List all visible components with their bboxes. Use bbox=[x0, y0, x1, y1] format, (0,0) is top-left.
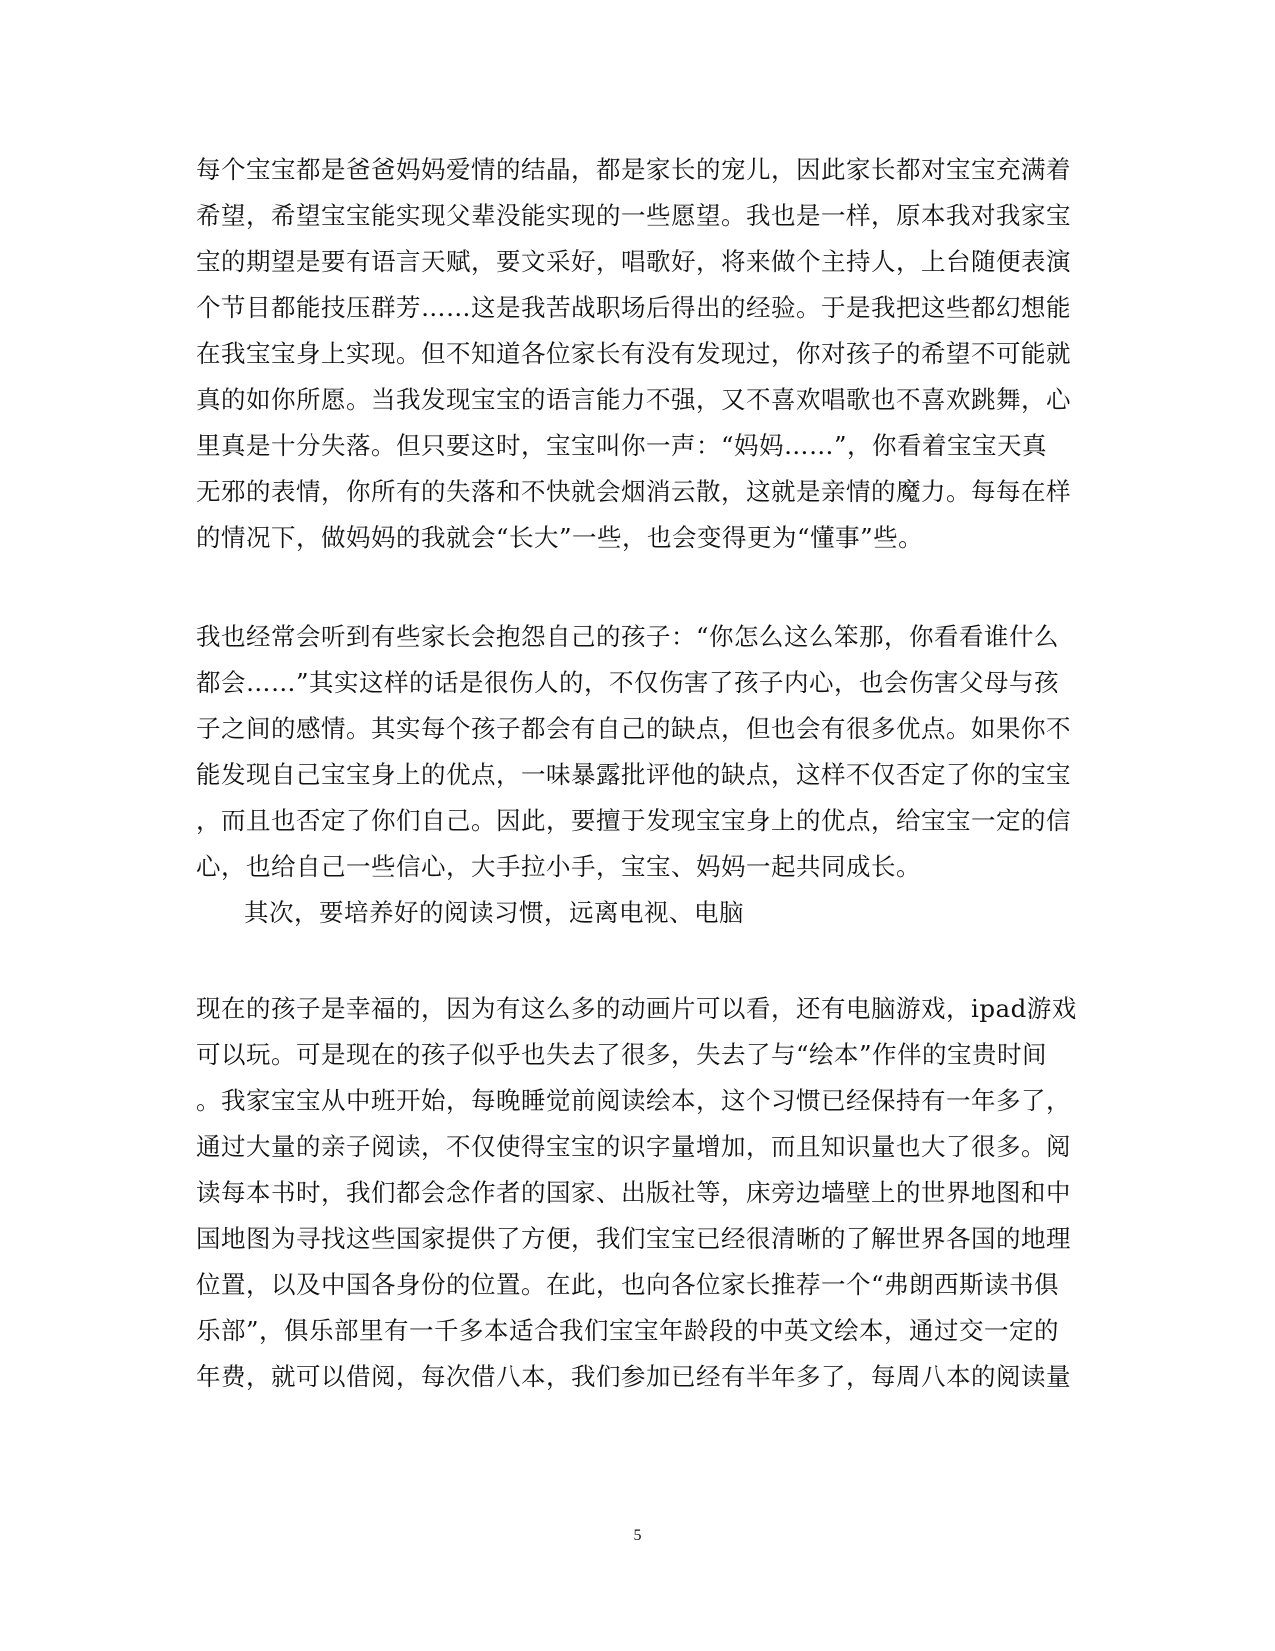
paragraph-3-line-8: 乐部”，俱乐部里有一千多本适合我们宝宝年龄段的中英文绘本，通过交一定的 bbox=[196, 1316, 1060, 1345]
paragraph-3-line-2: 可以玩。可是现在的孩子似乎也失去了很多，失去了与“绘本”作伴的宝贵时间 bbox=[196, 1040, 1048, 1069]
paragraph-1-line-7: 里真是十分失落。但只要这时，宝宝叫你一声：“妈妈……”，你看着宝宝天真 bbox=[196, 431, 1048, 460]
paragraph-3-line-9: 年费，就可以借阅，每次借八本，我们参加已经有半年多了，每周八本的阅读量 bbox=[196, 1362, 1071, 1391]
paragraph-1-line-2: 希望，希望宝宝能实现父辈没能实现的一些愿望。我也是一样，原本我对我家宝 bbox=[196, 201, 1071, 230]
section-heading: 其次，要培养好的阅读习惯，远离电视、电脑 bbox=[244, 898, 744, 927]
paragraph-3-line-1: 现在的孩子是幸福的，因为有这么多的动画片可以看，还有电脑游戏，ipad游戏 bbox=[196, 994, 1077, 1023]
paragraph-1-line-3: 宝的期望是要有语言天赋，要文采好，唱歌好，将来做个主持人，上台随便表演 bbox=[196, 247, 1071, 276]
paragraph-2-line-4: 能发现自己宝宝身上的优点，一味暴露批评他的缺点，这样不仅否定了你的宝宝 bbox=[196, 760, 1071, 789]
paragraph-3-line-5: 读每本书时，我们都会念作者的国家、出版社等，床旁边墙壁上的世界地图和中 bbox=[196, 1178, 1071, 1207]
paragraph-3-line-4: 通过大量的亲子阅读，不仅使得宝宝的识字量增加，而且知识量也大了很多。阅 bbox=[196, 1132, 1071, 1161]
paragraph-2-line-2: 都会……”其实这样的话是很伤人的，不仅伤害了孩子内心，也会伤害父母与孩 bbox=[196, 668, 1060, 697]
paragraph-3-line-7: 位置，以及中国各身份的位置。在此，也向各位家长推荐一个“弗朗西斯读书俱 bbox=[196, 1270, 1060, 1299]
paragraph-1-line-4: 个节目都能技压群芳……这是我苦战职场后得出的经验。于是我把这些都幻想能 bbox=[196, 293, 1071, 322]
paragraph-3-line-3: 。我家宝宝从中班开始，每晚睡觉前阅读绘本，这个习惯已经保持有一年多了， bbox=[196, 1086, 1071, 1115]
paragraph-3-line-6: 国地图为寻找这些国家提供了方便，我们宝宝已经很清晰的了解世界各国的地理 bbox=[196, 1224, 1071, 1253]
page-number: 5 bbox=[633, 1527, 642, 1544]
paragraph-2-line-6: 心，也给自己一些信心，大手拉小手，宝宝、妈妈一起共同成长。 bbox=[196, 852, 921, 881]
paragraph-1-line-1: 每个宝宝都是爸爸妈妈爱情的结晶，都是家长的宠儿，因此家长都对宝宝充满着 bbox=[196, 155, 1071, 184]
paragraph-1-line-9: 的情况下，做妈妈的我就会“长大”一些，也会变得更为“懂事”些。 bbox=[196, 523, 924, 552]
paragraph-1-line-8: 无邪的表情，你所有的失落和不快就会烟消云散，这就是亲情的魔力。每每在样 bbox=[196, 477, 1071, 506]
paragraph-2-line-5: ，而且也否定了你们自己。因此，要擅于发现宝宝身上的优点，给宝宝一定的信 bbox=[196, 806, 1071, 835]
paragraph-2-line-3: 子之间的感情。其实每个孩子都会有自己的缺点，但也会有很多优点。如果你不 bbox=[196, 714, 1071, 743]
paragraph-1-line-5: 在我宝宝身上实现。但不知道各位家长有没有发现过，你对孩子的希望不可能就 bbox=[196, 339, 1071, 368]
paragraph-1-line-6: 真的如你所愿。当我发现宝宝的语言能力不强，又不喜欢唱歌也不喜欢跳舞，心 bbox=[196, 385, 1071, 414]
paragraph-2-line-1: 我也经常会听到有些家长会抱怨自己的孩子：“你怎么这么笨那，你看看谁什么 bbox=[196, 622, 1060, 651]
